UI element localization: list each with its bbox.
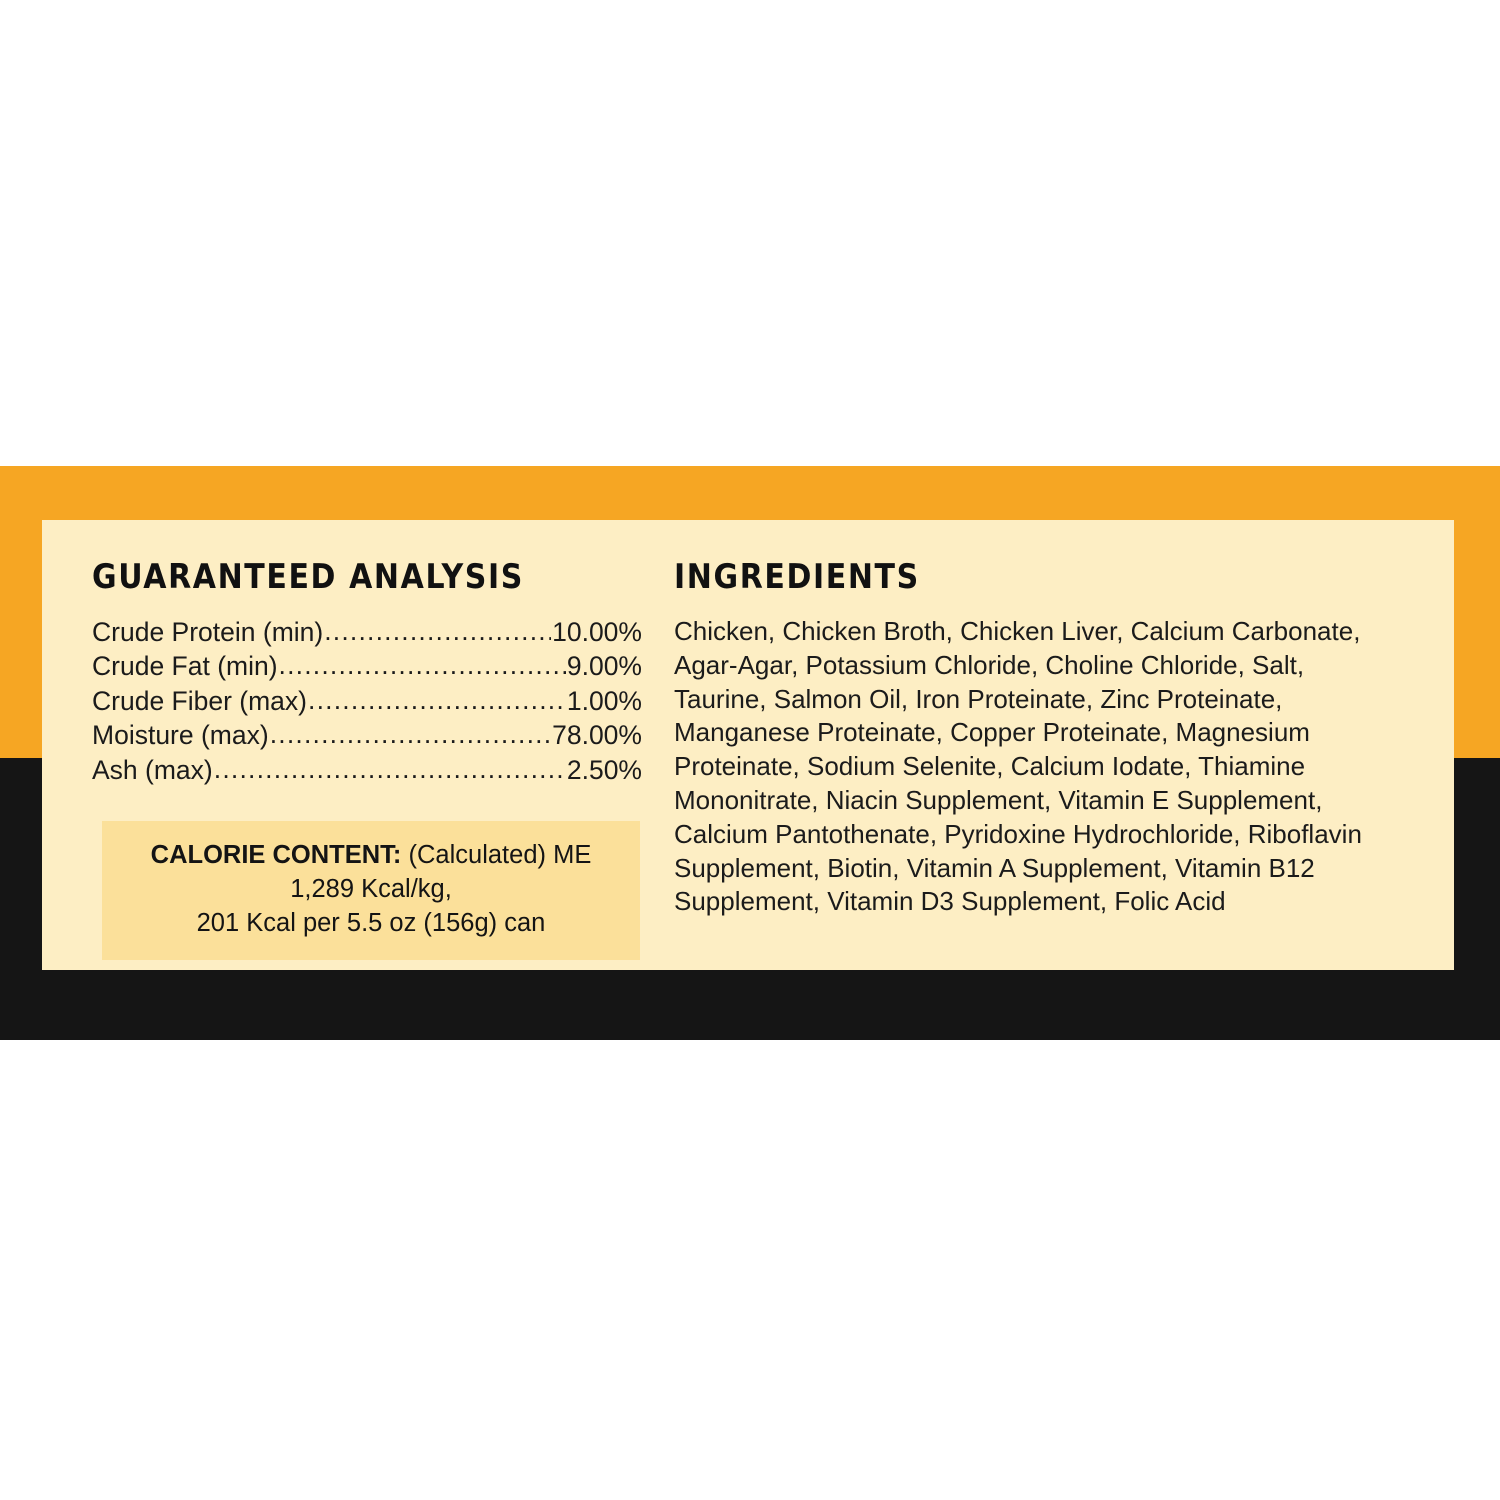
ga-label: Crude Fat (min) — [92, 651, 278, 682]
package-label-artwork — [0, 470, 1500, 1040]
ga-value: 78.00% — [552, 720, 642, 751]
guaranteed-analysis-section — [42, 520, 642, 970]
ga-row — [92, 753, 642, 787]
ga-label: Moisture (max) — [92, 720, 269, 751]
ga-row — [92, 649, 642, 683]
ga-value: 2.50% — [566, 754, 642, 785]
calorie-content-kcal-per-can: 201 Kcal per 5.5 oz (156g) can — [196, 908, 546, 937]
ga-label: Ash (max) — [92, 754, 213, 785]
ga-value: 10.00% — [552, 617, 642, 647]
guaranteed-analysis-list — [92, 615, 642, 787]
ga-row — [92, 615, 642, 649]
ingredients-title: INGREDIENTS — [674, 558, 920, 598]
ga-value: 9.00% — [566, 651, 642, 682]
ga-leader-dots — [324, 614, 551, 648]
calorie-content-method: (Calculated) ME — [408, 841, 592, 870]
ga-label: Crude Fiber (max) — [92, 685, 307, 716]
ga-row — [92, 718, 642, 752]
ga-value: 1.00% — [566, 685, 642, 716]
nutrition-panel — [42, 520, 1454, 970]
ga-label: Crude Protein (min) — [92, 617, 324, 647]
ga-row — [92, 684, 642, 718]
calorie-content-kcal-per-kg: 1,289 Kcal/kg, — [290, 874, 452, 903]
ingredients-text: Chicken, Chicken Broth, Chicken Liver, Calcium Carbonate, Agar-Agar, Potassium Chloride, Choline Chloride, Salt, Taurine, Salmon Oil, Iron Proteinate, Zinc Proteinate, Manganese Proteinate, Copper Proteinate, Magnesium Proteinate, Sodium Selenite, Calcium Iodate, Thiamine Mononitrate, Niacin Supplement, Vitamin E Supplement, Calcium Pantothenate, Pyridoxine Hydrochloride, Riboflavin Supplement, Biotin, Vitamin A Supplement, Vitamin B12 Supplement, Vitamin D3 Supplement, Folic Acid — [674, 616, 1362, 917]
ga-leader-dots — [308, 683, 566, 717]
ga-leader-dots — [214, 752, 566, 786]
calorie-content-box — [102, 821, 640, 960]
guaranteed-analysis-title: GUARANTEED ANALYSIS — [92, 558, 524, 598]
ingredients-section — [642, 520, 1454, 970]
ga-leader-dots — [270, 717, 551, 751]
ga-leader-dots — [279, 648, 566, 682]
calorie-content-label: CALORIE CONTENT: — [150, 841, 402, 870]
